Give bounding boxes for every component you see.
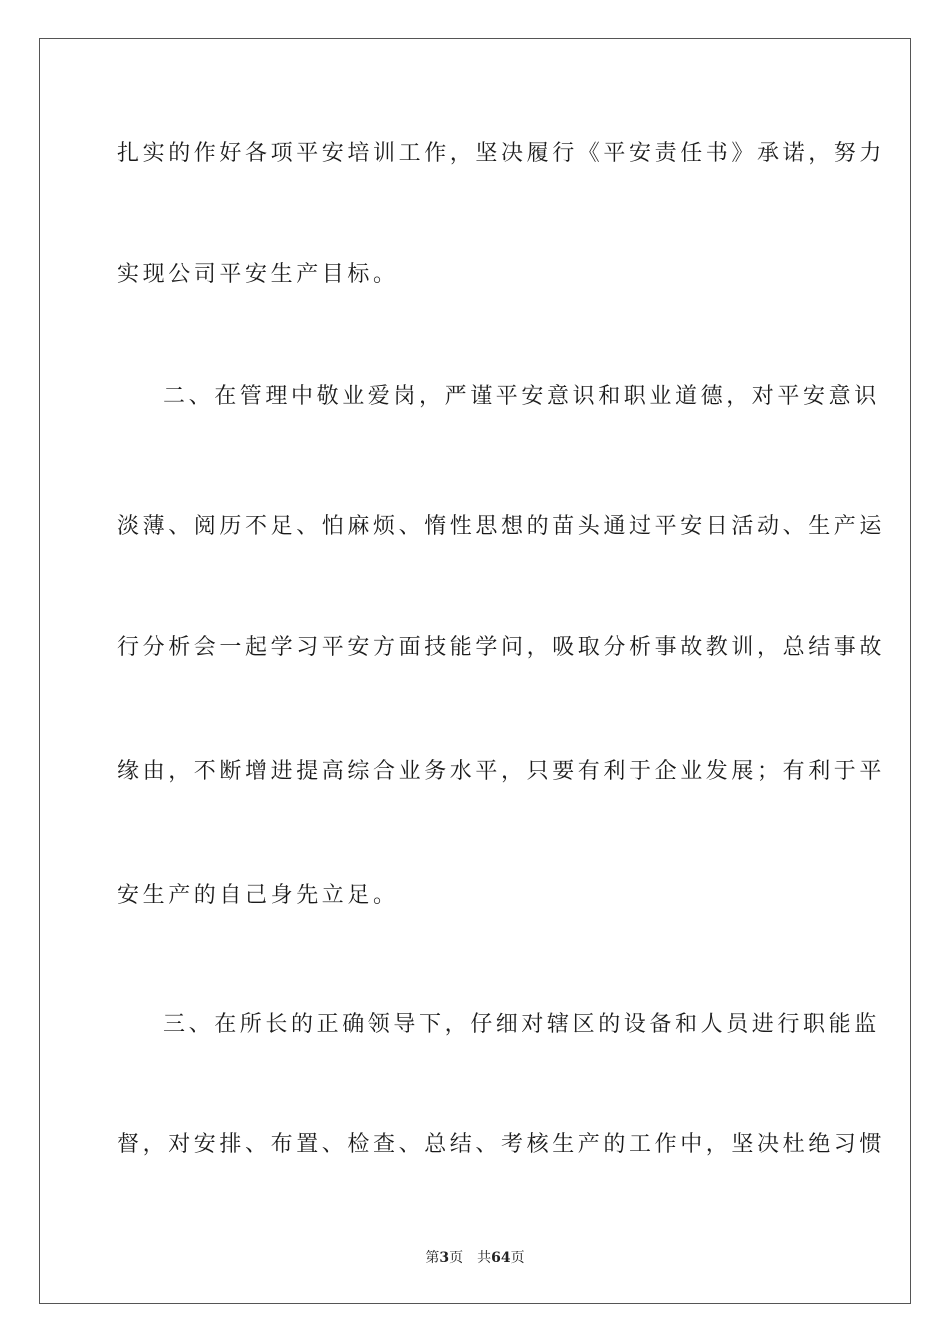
text-line-6: 缘由，不断增进提高综合业务水平，只要有利于企业发展；有利于平 — [117, 759, 886, 784]
footer-page-suffix: 页 — [449, 1250, 464, 1266]
text-line-2: 实现公司平安生产目标。 — [117, 262, 399, 287]
text-line-1: 扎实的作好各项平安培训工作，坚决履行《平安责任书》承诺，努力 — [117, 141, 886, 166]
footer-page-number: 3 — [439, 1250, 450, 1266]
text-line-3: 二、在管理中敬业爱岗，严谨平安意识和职业道德，对平安意识 — [163, 384, 880, 409]
text-line-4: 淡薄、阅历不足、怕麻烦、惰性思想的苗头通过平安日活动、生产运 — [117, 514, 886, 539]
footer-total-suffix: 页 — [510, 1250, 525, 1266]
footer-total-prefix: 共 — [477, 1250, 492, 1266]
footer-total-pages: 64 — [491, 1250, 511, 1266]
text-line-7: 安生产的自己身先立足。 — [117, 883, 399, 908]
page-footer — [0, 1248, 950, 1268]
footer-page-prefix: 第 — [425, 1250, 440, 1266]
text-line-9: 督，对安排、布置、检查、总结、考核生产的工作中，坚决杜绝习惯 — [117, 1132, 886, 1157]
page-border — [39, 38, 911, 1304]
text-line-5: 行分析会一起学习平安方面技能学问，吸取分析事故教训，总结事故 — [117, 635, 886, 660]
text-line-8: 三、在所长的正确领导下，仔细对辖区的设备和人员进行职能监 — [163, 1012, 880, 1037]
